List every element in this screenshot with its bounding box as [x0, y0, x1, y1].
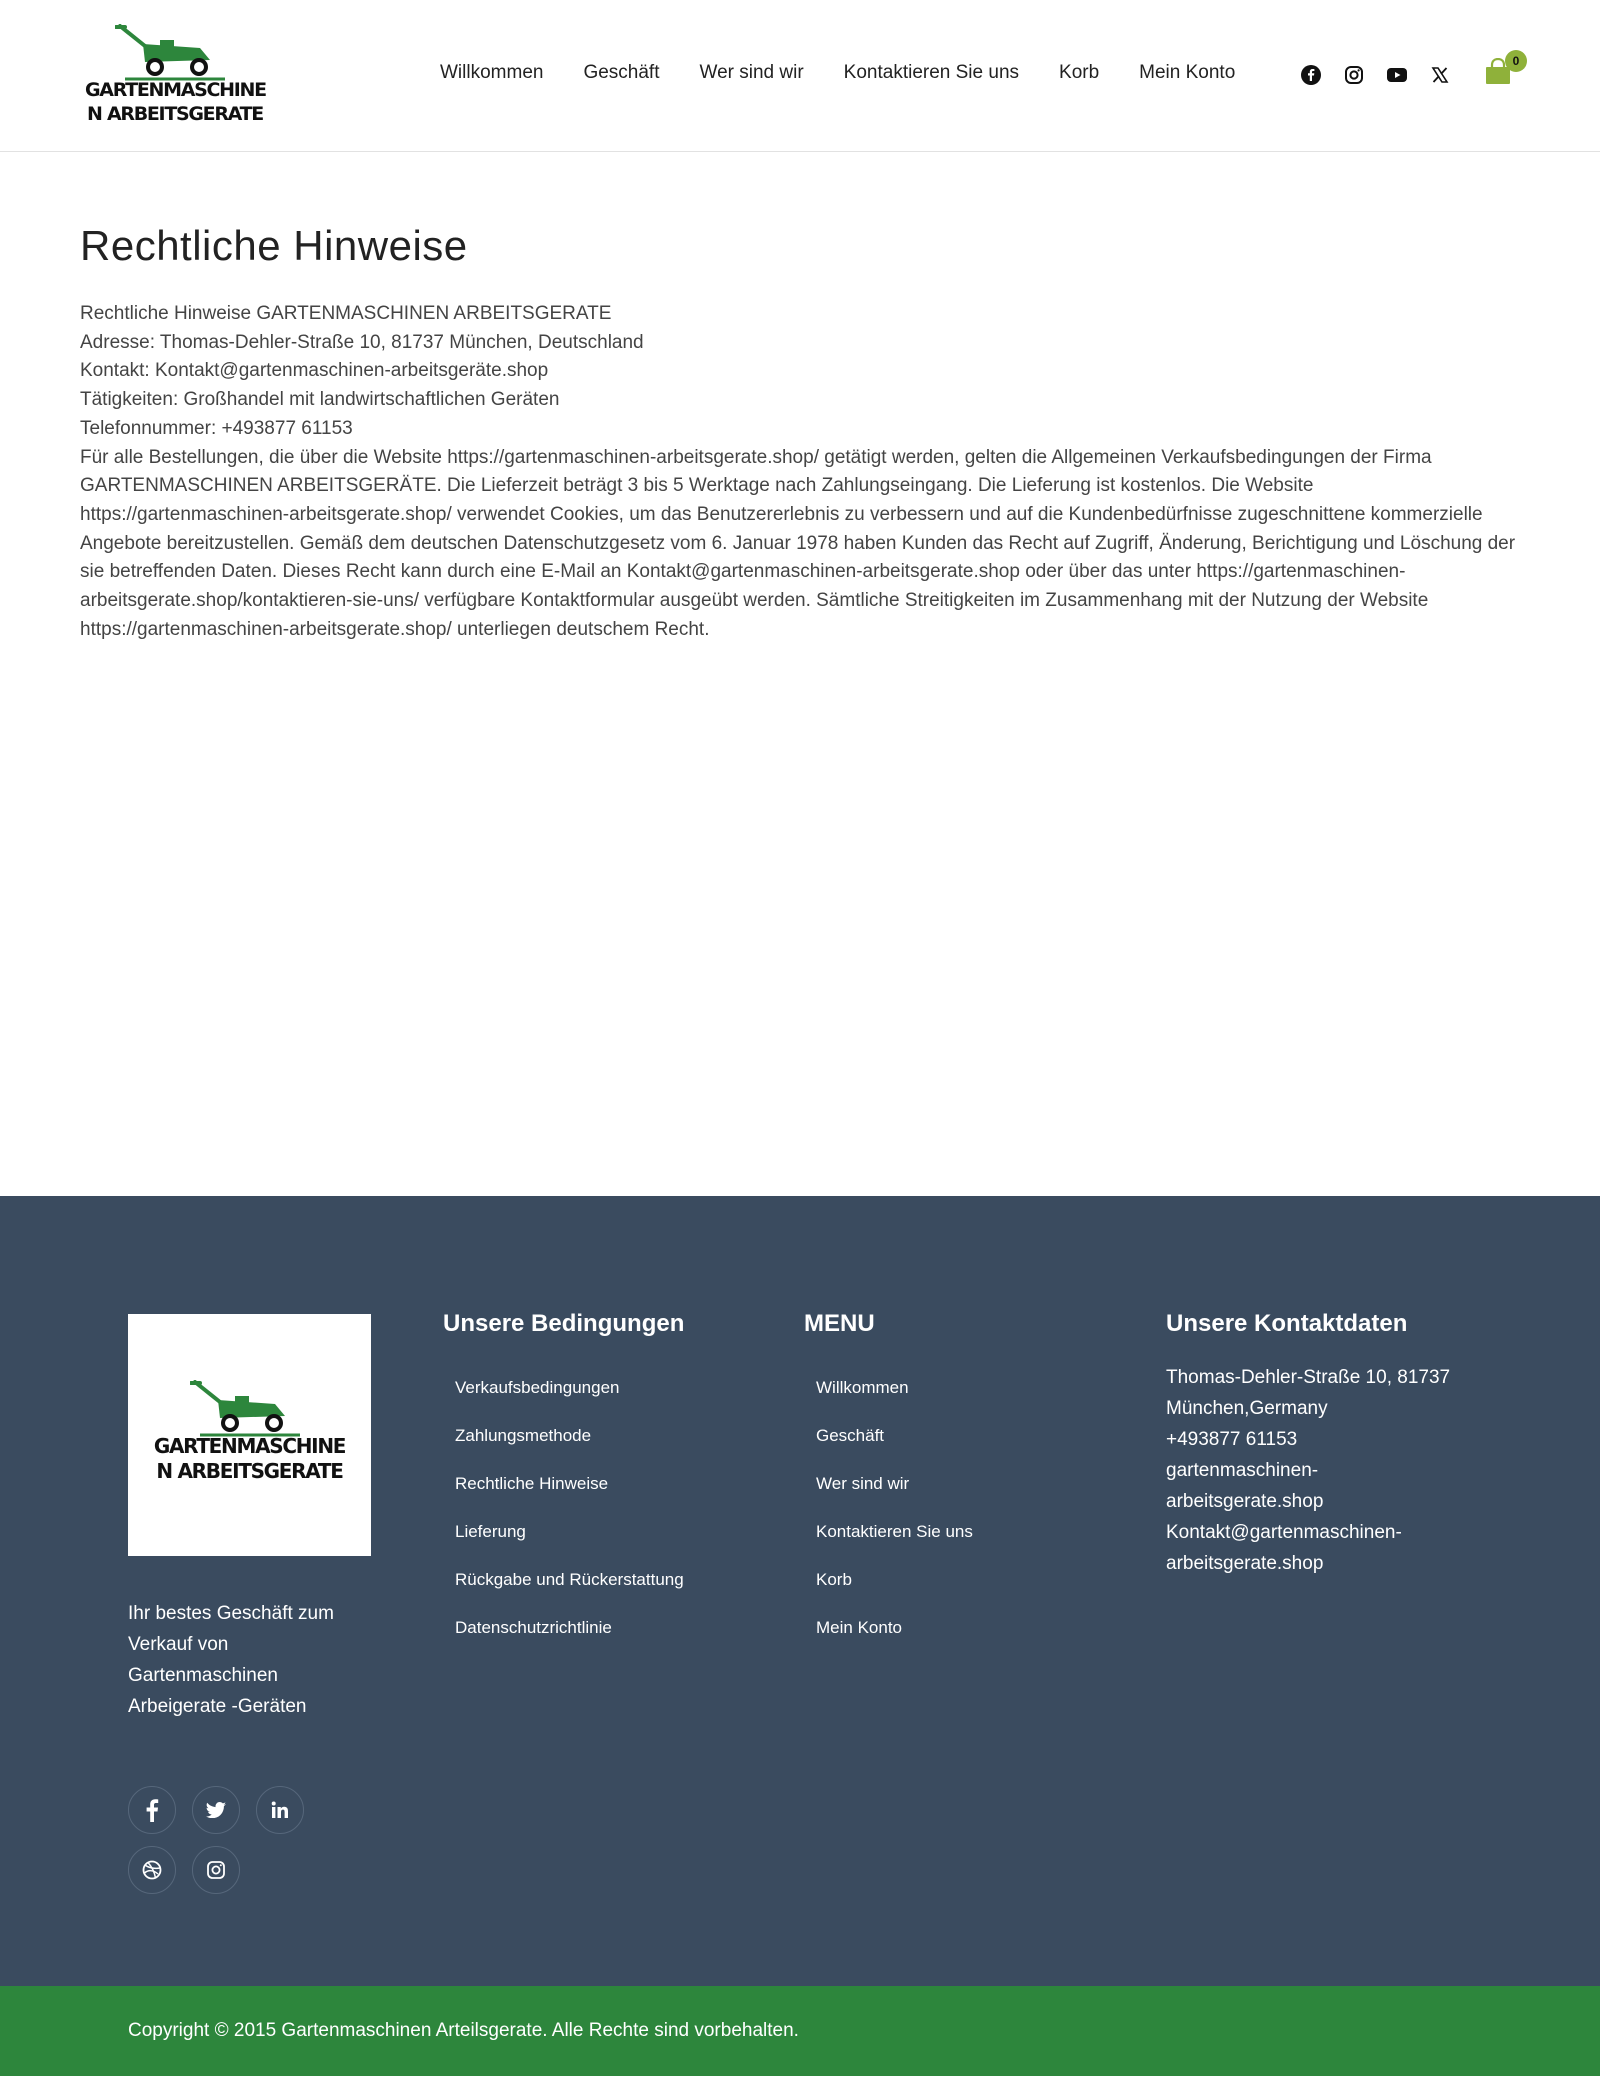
site-footer [0, 1196, 1600, 1986]
main-nav [420, 62, 1255, 92]
footer-logo-text [148, 1434, 351, 1484]
youtube-icon[interactable] [1386, 64, 1408, 86]
nav-willkommen[interactable]: Willkommen [440, 62, 544, 83]
footer-menu-korb[interactable]: Korb [816, 1570, 852, 1589]
copyright-bar [0, 1986, 1600, 2076]
footer-menu-mein-konto[interactable]: Mein Konto [816, 1618, 902, 1637]
footer-menu-geschaeft[interactable]: Geschäft [816, 1426, 885, 1445]
logo-text [85, 78, 265, 126]
footer-link-verkaufsbedingungen[interactable]: Verkaufsbedingungen [455, 1378, 620, 1397]
copyright-text: Copyright © 2015 Gartenmaschinen Arteilsgerate. Alle Rechte sind vorbehalten. [128, 2020, 799, 2041]
nav-wer-sind-wir[interactable]: Wer sind wir [699, 62, 804, 83]
linkedin-icon[interactable] [256, 1786, 304, 1834]
footer-link-datenschutz[interactable]: Datenschutzrichtlinie [455, 1618, 612, 1637]
logo-line-2: N ARBEITSGERATE [156, 1459, 343, 1483]
nav-mein-konto[interactable]: Mein Konto [1139, 62, 1236, 83]
lawnmower-icon [115, 24, 235, 84]
footer-terms-column [443, 1310, 684, 1664]
contact-city-line: München,Germany [1166, 1398, 1328, 1419]
header-social-links [1300, 64, 1472, 86]
footer-terms-list [443, 1376, 684, 1640]
site-logo[interactable] [85, 20, 265, 132]
footer-about-text: Ihr bestes Geschäft zum Verkauf von Gartenmaschinen Arbeigerate -Geräten [128, 1603, 334, 1717]
cart-button[interactable] [1483, 54, 1523, 92]
contact-email-line: arbeitsgerate.shop [1166, 1553, 1324, 1574]
nav-kontakt[interactable]: Kontaktieren Sie uns [843, 62, 1020, 83]
legal-line: Adresse: Thomas-Dehler-Straße 10, 81737 München, Deutschland [80, 331, 644, 353]
contact-website-line: gartenmaschinen- [1166, 1460, 1319, 1481]
contact-email-line: Kontakt@gartenmaschinen- [1166, 1522, 1402, 1543]
contact-address-line: Thomas-Dehler-Straße 10, 81737 [1166, 1367, 1451, 1388]
footer-terms-heading: Unsere Bedingungen [443, 1310, 685, 1337]
contact-phone: +493877 61153 [1166, 1429, 1298, 1450]
legal-paragraph: Für alle Bestellungen, die über die Website https://gartenmaschinen-arbeitsgerate.shop/ getätigt werden, gelten die Allgemeinen Verkaufsbedingungen der Firma GARTENMASCHINEN ARBEITSGERÄTE. Die Lieferzeit beträgt 3 bis 5 Werktage nach Zahlungseingang. Die Lieferung ist kostenlos. Die Website https://gartenmaschinen-arbeitsgerate.shop/ verwendet Cookies, um das Benutzererlebnis zu verbessern und auf die Kundenbedürfnisse zugeschnittene kommerzielle Angebote bereitzustellen. Gemäß dem deutschen Datenschutzgesetz vom 6. Januar 1978 haben Kunden das Recht auf Zugriff, Änderung, Berichtigung und Löschung der sie betreffenden Daten. Dieses Recht kann durch eine E-Mail an Kontakt@gartenmaschinen-arbeitsgerate.shop oder über das unter https://gartenmaschinen-arbeitsgerate.shop/kontaktieren-sie-uns/ verfügbare Kontaktformular ausgeübt werden. Sämtliche Streitigkeiten im Zusammenhang mit der Nutzung der Website https://gartenmaschinen-arbeitsgerate.shop/ unterliegen deutschem Recht. [80, 446, 1516, 640]
x-icon[interactable] [1429, 64, 1451, 86]
footer-link-zahlungsmethode[interactable]: Zahlungsmethode [455, 1426, 592, 1445]
logo-line-2: N ARBEITSGERATE [87, 103, 263, 125]
legal-line: Rechtliche Hinweise GARTENMASCHINEN ARBEITSGERATE [80, 303, 612, 324]
facebook-icon[interactable] [128, 1786, 176, 1834]
footer-menu-kontakt[interactable]: Kontaktieren Sie uns [816, 1522, 973, 1541]
footer-menu-column [804, 1310, 973, 1664]
logo-line-1: GARTENMASCHINE [153, 1434, 346, 1458]
dribbble-icon[interactable] [128, 1846, 176, 1894]
cart-count-badge: 0 [1505, 50, 1527, 72]
footer-link-lieferung[interactable]: Lieferung [455, 1522, 526, 1541]
page-title: Rechtliche Hinweise [80, 222, 468, 269]
contact-website-line: arbeitsgerate.shop [1166, 1491, 1324, 1512]
footer-menu-list [804, 1376, 973, 1640]
footer-logo[interactable] [128, 1314, 371, 1556]
footer-contact-heading: Unsere Kontaktdaten [1166, 1310, 1408, 1337]
footer-menu-wer-sind-wir[interactable]: Wer sind wir [816, 1474, 910, 1493]
legal-line: Kontakt: Kontakt@gartenmaschinen-arbeitsgeräte.shop [80, 360, 549, 382]
nav-geschaeft[interactable]: Geschäft [583, 62, 660, 83]
legal-line: Telefonnummer: +493877 61153 [80, 417, 353, 439]
footer-link-rechtliche-hinweise[interactable]: Rechtliche Hinweise [455, 1474, 609, 1493]
footer-menu-willkommen[interactable]: Willkommen [816, 1378, 909, 1397]
footer-contact-details [1166, 1362, 1486, 1579]
footer-link-rueckgabe[interactable]: Rückgabe und Rückerstattung [455, 1570, 684, 1589]
site-header [0, 0, 1600, 152]
facebook-icon[interactable] [1300, 64, 1322, 86]
instagram-icon[interactable] [192, 1846, 240, 1894]
lawnmower-icon [190, 1380, 310, 1440]
footer-menu-heading: MENU [804, 1310, 875, 1337]
twitter-icon[interactable] [192, 1786, 240, 1834]
legal-line: Tätigkeiten: Großhandel mit landwirtschaftlichen Geräten [80, 389, 560, 411]
logo-line-1: GARTENMASCHINE [85, 79, 266, 101]
nav-korb[interactable]: Korb [1059, 62, 1100, 83]
instagram-icon[interactable] [1343, 64, 1365, 86]
legal-content [80, 300, 1520, 644]
